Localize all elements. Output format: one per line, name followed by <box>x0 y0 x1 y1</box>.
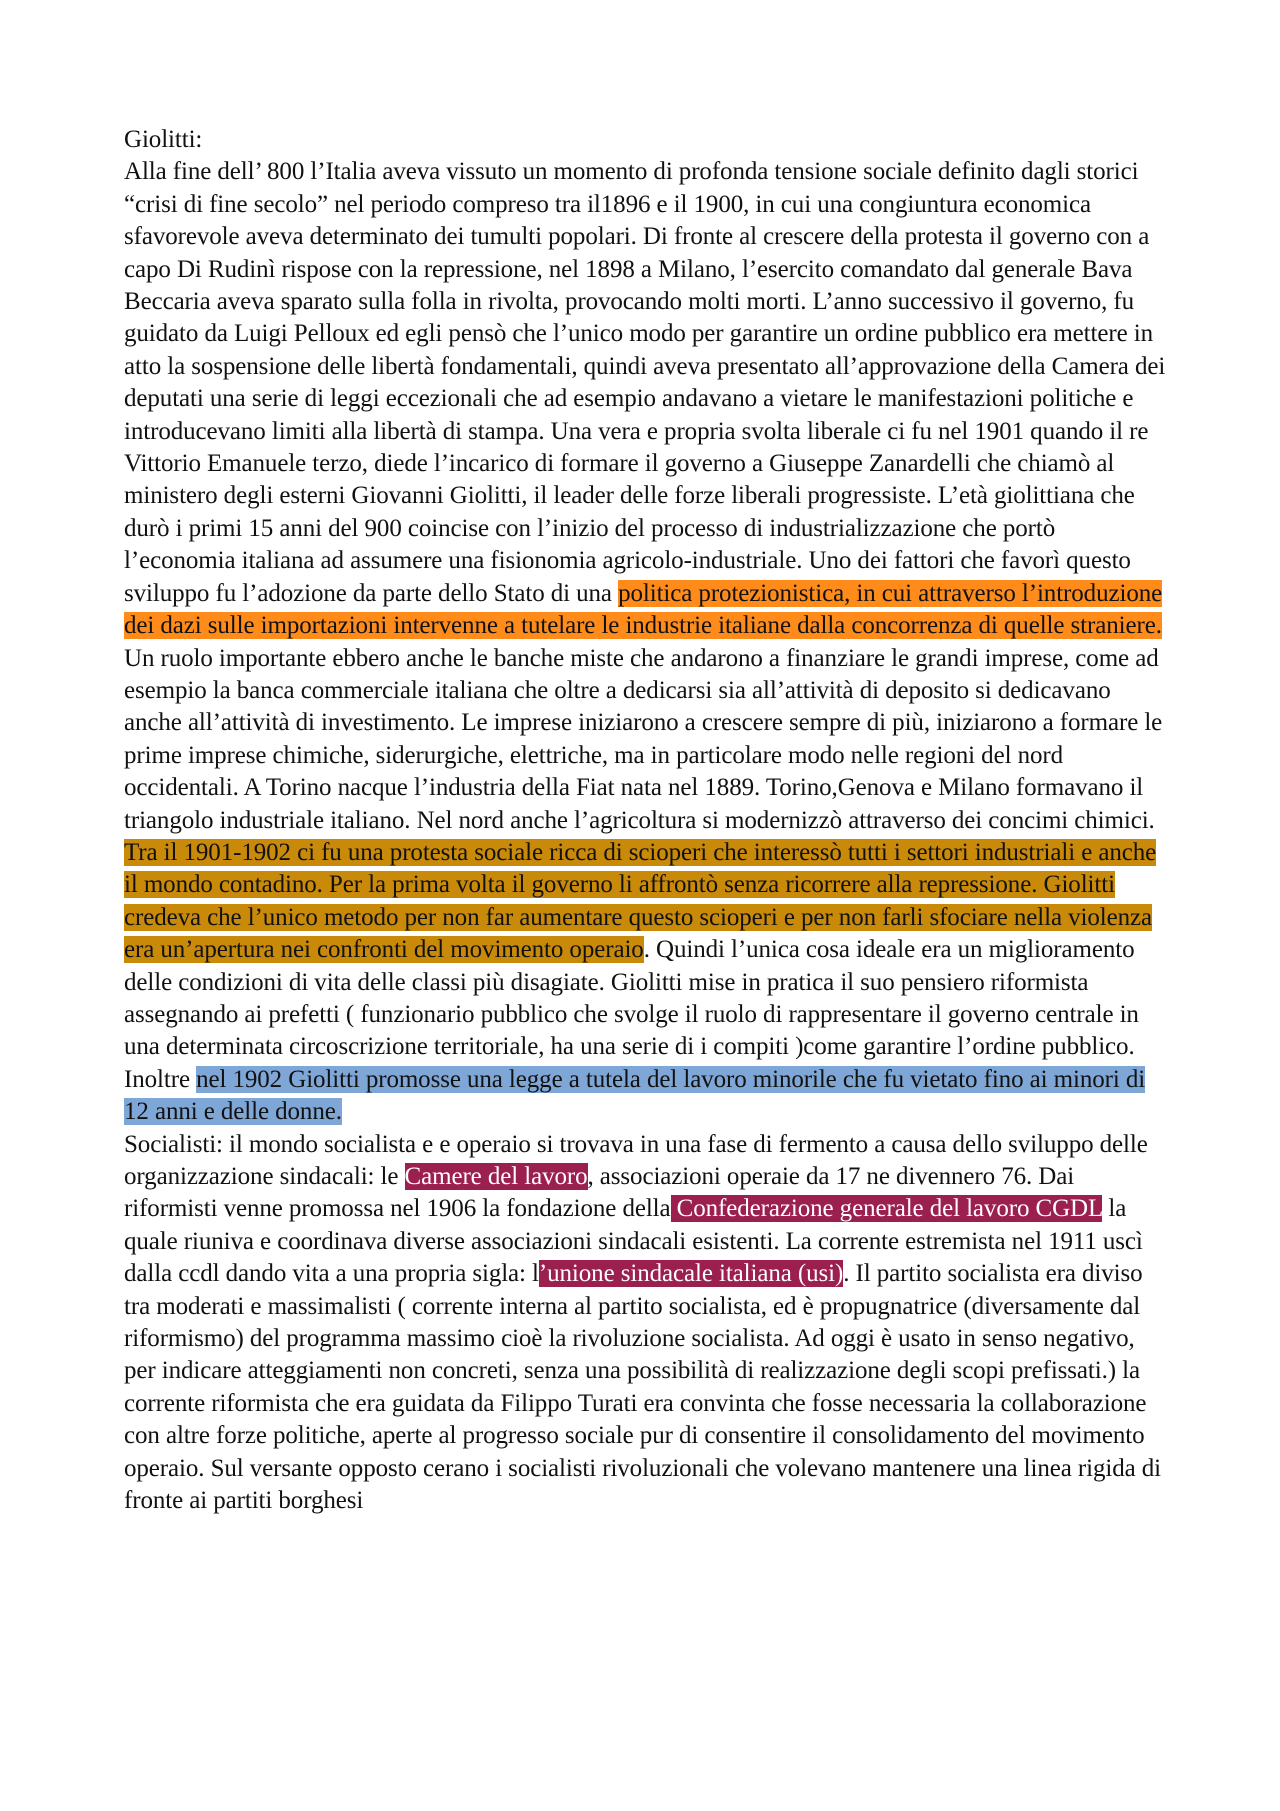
highlight-usi: ’unione sindacale italiana (usi) <box>538 1260 844 1288</box>
text-run: , associazioni operaie da 17 ne divennero 76. Dai riformisti venne promossa nel 1906 la fondazione della <box>124 1163 1075 1223</box>
highlight-protezionismo: politica protezionistica, in cui attraverso l’introduzione dei dazi sulle importazioni intervenne a tutelare le industrie italiane dalla concorrenza di quelle straniere. <box>124 579 1163 640</box>
highlight-cgdl: Confederazione generale del lavoro CGDL <box>670 1195 1103 1223</box>
highlight-camere-lavoro: Camere del lavoro <box>404 1163 588 1190</box>
text-run: Un ruolo importante ebbero anche le banche miste che andarono a finanziare le grandi imprese, come ad esempio la banca commerciale italiana che oltre a dedicarsi sia all’attività di deposito si dedicavano anche all’attività di investimento. Le imprese iniziarono a crescere sempre di più, iniziarono a formare le prime imprese chimiche, siderurgiche, elettriche, ma in particolare modo nelle regioni del nord occidentali. A Torino nacque l’industria della Fiat nata nel 1889. Torino,Genova e Milano formavano il triangolo industriale italiano. Nel nord anche l’agricoltura si modernizzò attraverso dei concimi chimici. <box>124 644 1163 834</box>
text-run: Socialisti: il mondo socialista e e operaio si trovava in una fase di fermento a causa dello sviluppo delle organizzazione sindacali: le <box>124 1130 1148 1190</box>
paragraph-socialisti <box>124 1129 1169 1518</box>
highlight-lavoro-minorile: nel 1902 Giolitti promosse una legge a tutela del lavoro minorile che fu vietato fino ai minori di 12 anni e delle donne. <box>124 1065 1146 1126</box>
text-run: Alla fine dell’ 800 l’Italia aveva vissuto un momento di profonda tensione sociale definito dagli storici “crisi di fine secolo” nel periodo compreso tra il1896 e il 1900, in cui una congiuntura economica sfavorevole aveva determinato dei tumulti popolari. Di fronte al crescere della protesta il governo con a capo Di Rudinì rispose con la repressione, nel 1898 a Milano, l’esercito comandato dal generale Bava Beccaria aveva sparato sulla folla in rivolta, provocando molti morti. L’anno successivo il governo, fu guidato da Luigi Pelloux ed egli pensò che l’unico modo per garantire un ordine pubblico era mettere in atto la sospensione delle libertà fondamentali, quindi aveva presentato all’approvazione della Camera dei deputati una serie di leggi eccezionali che ad esempio andavano a vietare le manifestazioni politiche e introducevano limiti alla libertà di stampa. Una vera e propria svolta liberale ci fu nel 1901 quando il re Vittorio Emanuele terzo, diede l’incarico di formare il governo a Giuseppe Zanardelli che chiamò al ministero degli esterni Giovanni Giolitti, il leader delle forze liberali progressiste. L’età giolittiana che durò i primi 15 anni del 900 coincise con l’inizio del processo di industrializzazione che portò l’economia italiana ad assumere una fisionomia agricolo-industriale. Uno dei fattori che favorì questo sviluppo fu l’adozione da parte dello Stato di una <box>124 158 1166 607</box>
text-run: . Quindi l’unica cosa ideale era un miglioramento delle condizioni di vita delle classi più disagiate. Giolitti mise in pratica il suo pensiero riformista assegnando ai prefetti ( funzionario pubblico che svolge il ruolo di rappresentare il governo centrale in una determinata circoscrizione territoriale, ha una serie di i compiti )come garantire l’ordine pubblico. Inoltre <box>124 936 1139 1093</box>
text-run: la quale riuniva e coordinava diverse associazioni sindacali esistenti. La corrente estremista nel 1911 uscì dalla ccdl dando vita a una propria sigla: l <box>124 1195 1143 1288</box>
highlight-scioperi: Tra il 1901-1902 ci fu una protesta sociale ricca di scioperi che interessò tutti i settori industriali e anche il mondo contadino. Per la prima volta il governo li affrontò senza ricorrere alla repressione. Giolitti credeva che l’unico metodo per non far aumentare questo scioperi e per non farli sfociare nella violenza era un’apertura nei confronti del movimento operaio <box>124 838 1157 964</box>
paragraph-giolitti <box>124 156 1169 1128</box>
document-body <box>124 124 1169 1517</box>
section-title: Giolitti: <box>124 126 203 153</box>
text-run: . Il partito socialista era diviso tra moderati e massimalisti ( corrente interna al partito socialista, ed è propugnatrice (diversamente dal riformismo) del programma massimo cioè la rivoluzione socialista. Ad oggi è usato in senso negativo, per indicare atteggiamenti non concreti, senza una possibilità di realizzazione degli scopi prefissati.) la corrente riformista che era guidata da Filippo Turati era convinta che fosse necessaria la collaborazione con altre forze politiche, aperte al progresso sociale pur di consentire il consolidamento del movimento operaio. Sul versante opposto cerano i socialisti rivoluzionali che volevano mantenere una linea rigida di fronte ai partiti borghesi <box>124 1260 1161 1515</box>
